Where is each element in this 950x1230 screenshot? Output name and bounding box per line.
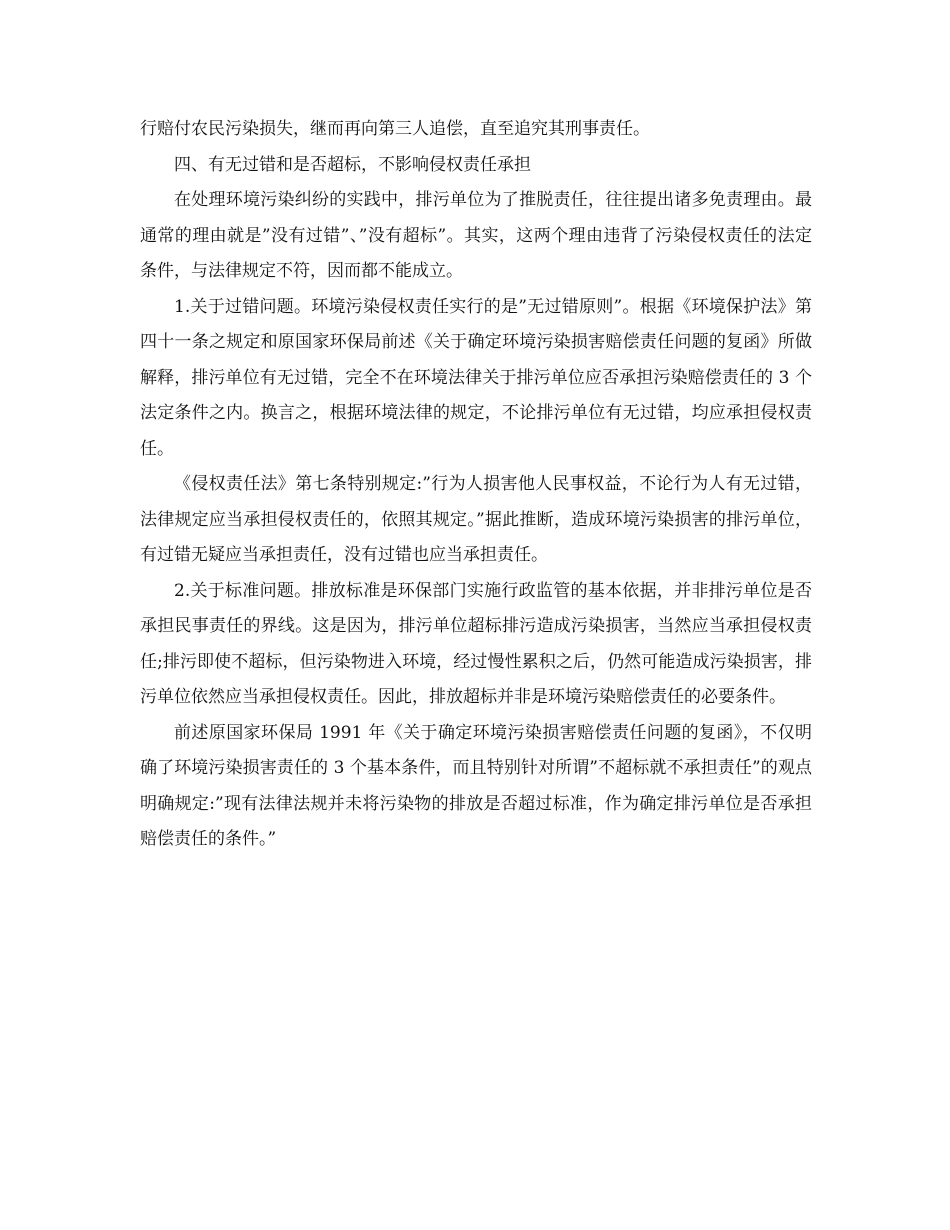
paragraph-1: 行赔付农民污染损失，继而再向第三人追偿，直至追究其刑事责任。 xyxy=(140,119,650,139)
paragraph-4: 《侵权责任法》第七条特别规定:”行为人损害他人民事权益，不论行为人有无过错，法律规定应当承担侵权责任的，依照其规定。”据此推断，造成环境污染损害的排污单位，有过错无疑应当承担责任，没有过错也应当承担责任。 xyxy=(140,474,812,565)
paragraph-6: 前述原国家环保局 1991 年《关于确定环境污染损害赔偿责任问题的复函》，不仅明确了环境污染损害责任的 3 个基本条件，而且特别针对所谓”不超标就不承担责任”的观点明确规定:”现有法律法规并未将污染物的排放是否超过标准，作为确定排污单位是否承担赔偿责任的条件。” xyxy=(140,722,812,849)
paragraph-2: 在处理环境污染纠纷的实践中，排污单位为了推脱责任，往往提出诸多免责理由。最通常的理由就是”没有过错”、”没有超标”。其实，这两个理由违背了污染侵权责任的法定条件，与法律规定不符，因而都不能成立。 xyxy=(140,190,812,281)
document-body xyxy=(140,112,812,858)
paragraph-3: 1.关于过错问题。环境污染侵权责任实行的是”无过错原则”。根据《环境保护法》第四十一条之规定和原国家环保局前述《关于确定环境污染损害赔偿责任问题的复函》所做解释，排污单位有无过错，完全不在环境法律关于排污单位应否承担污染赔偿责任的 3 个法定条件之内。换言之，根据环境法律的规定，不论排污单位有无过错，均应承担侵权责任。 xyxy=(140,296,812,459)
paragraph-5: 2.关于标准问题。排放标准是环保部门实施行政监管的基本依据，并非排污单位是否承担民事责任的界线。这是因为，排污单位超标排污造成污染损害，当然应当承担侵权责任;排污即使不超标，但污染物进入环境，经过慢性累积之后，仍然可能造成污染损害，排污单位依然应当承担侵权责任。因此，排放超标并非是环境污染赔偿责任的必要条件。 xyxy=(140,580,812,707)
section-heading-4: 四、有无过错和是否超标，不影响侵权责任承担 xyxy=(174,154,531,175)
